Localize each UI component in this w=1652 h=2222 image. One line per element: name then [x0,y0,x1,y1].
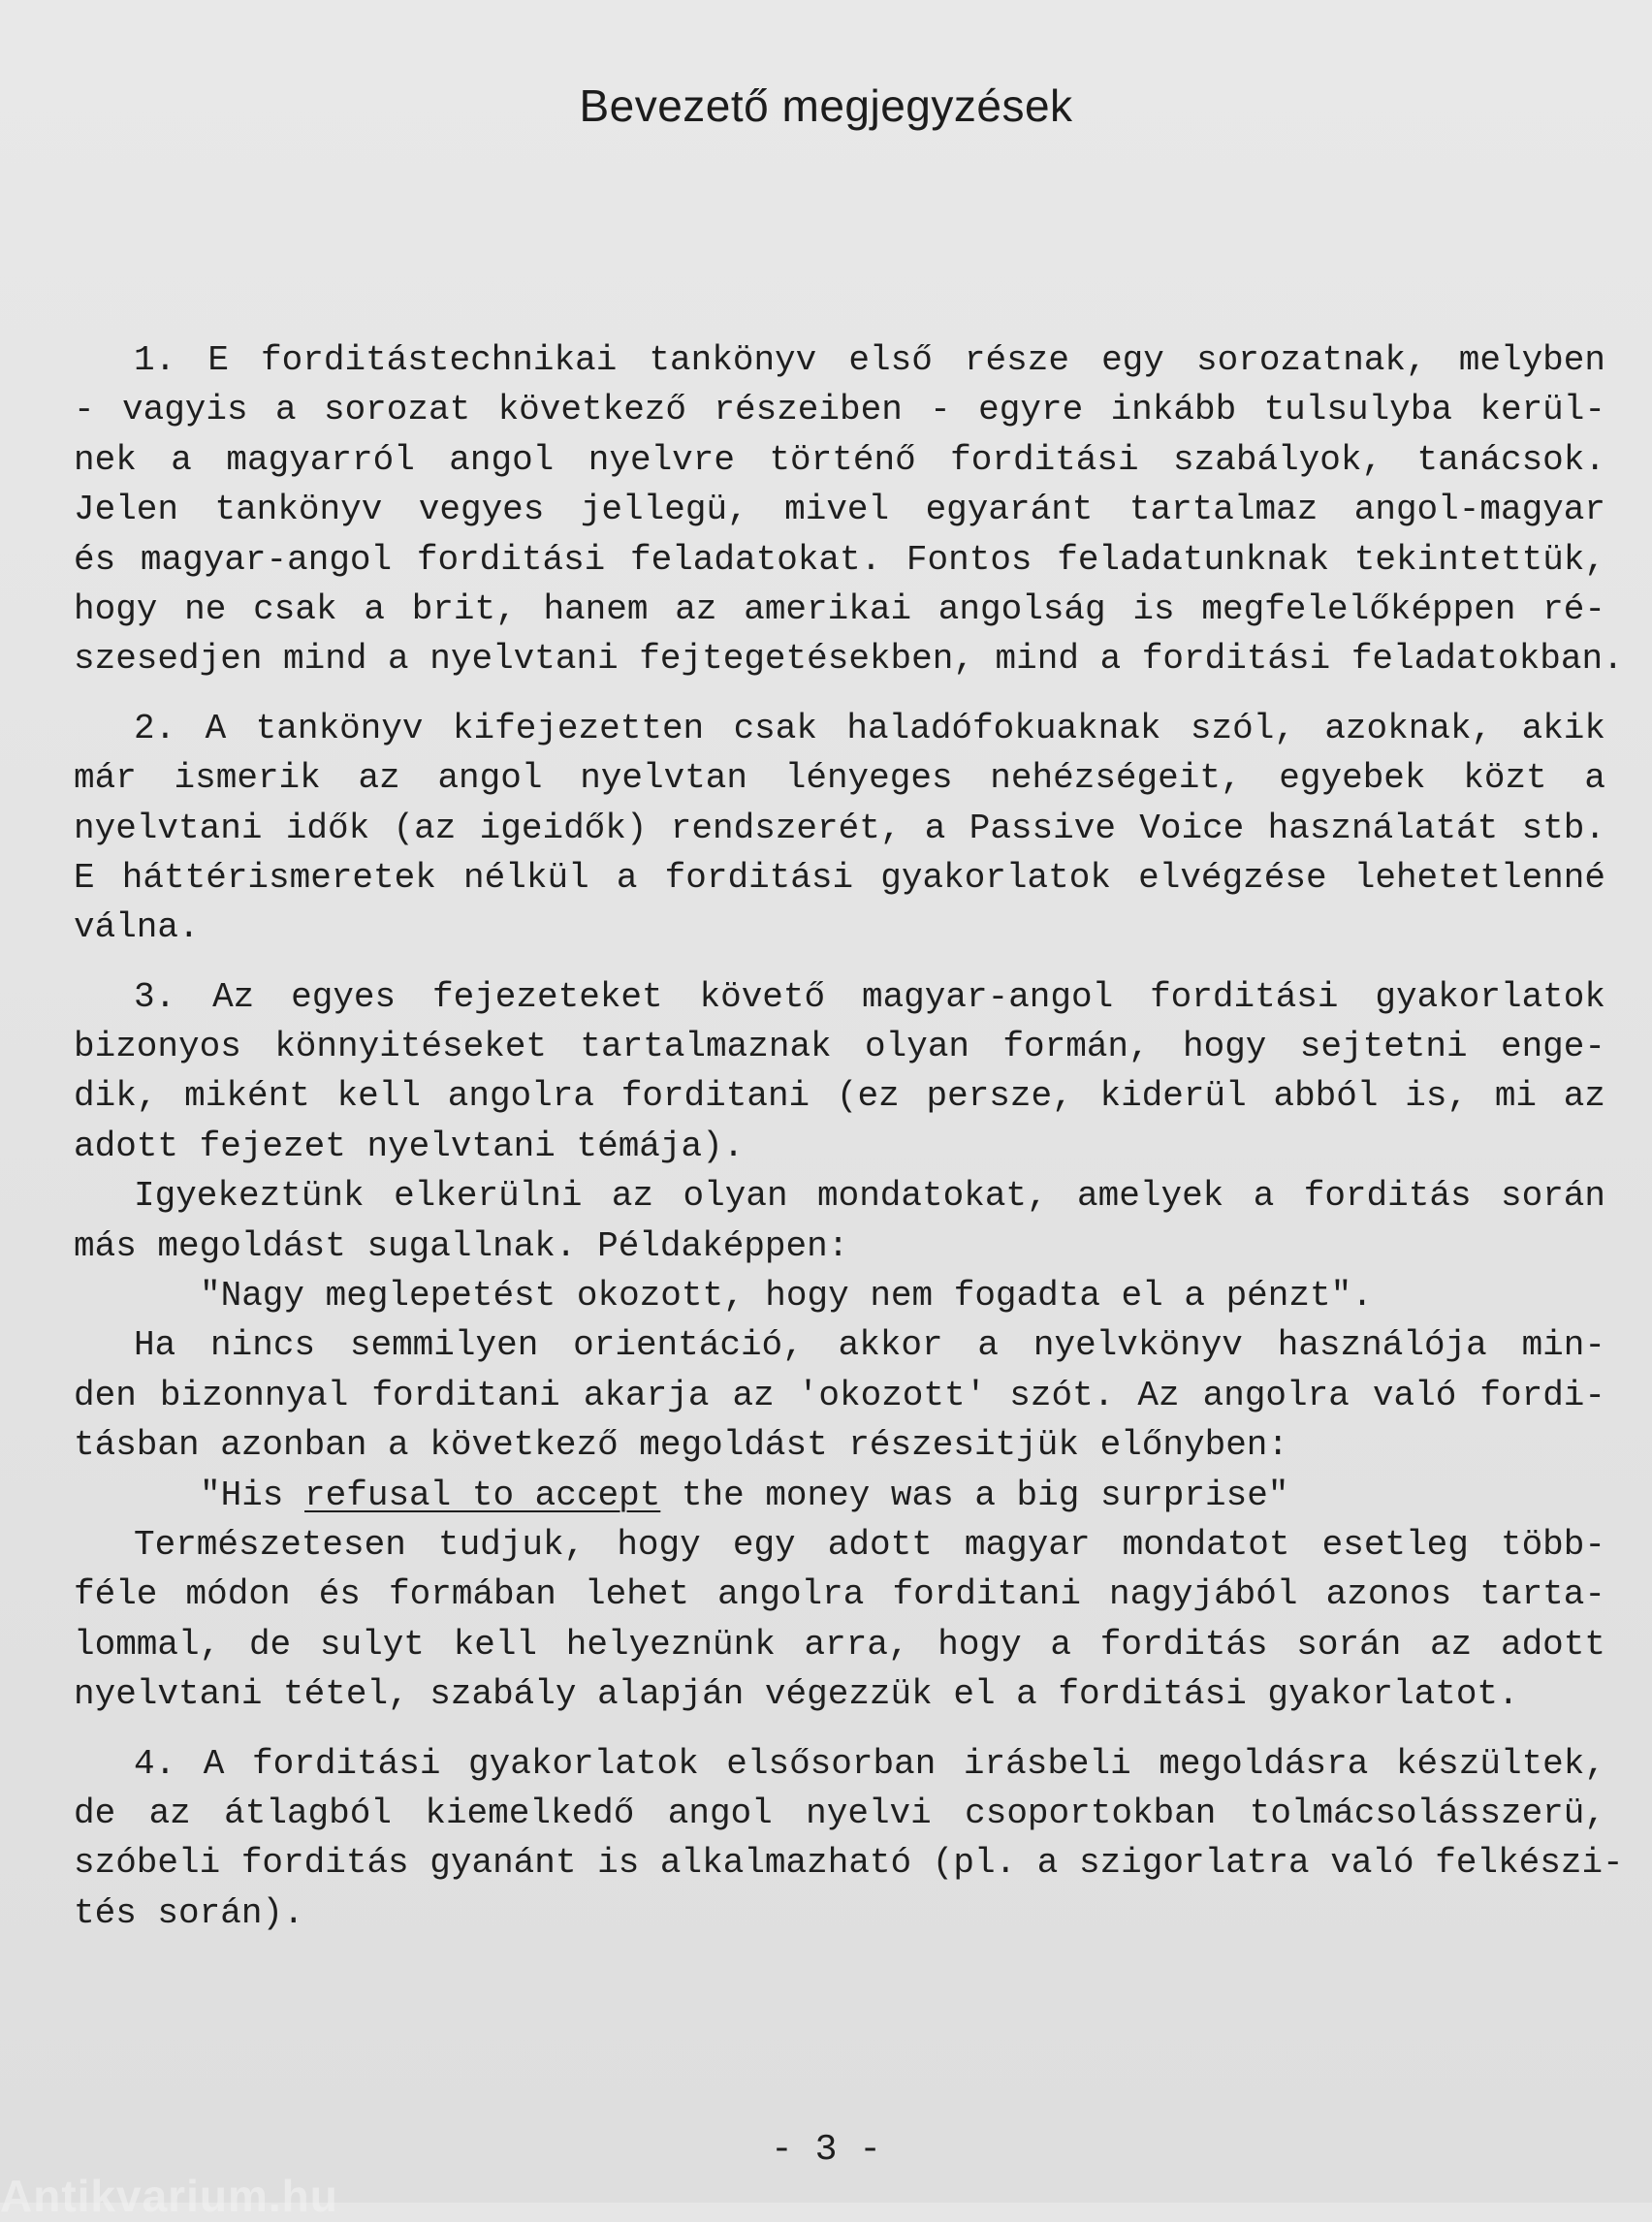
text-line: Igyekeztünk elkerülni az olyan mondatokat, amelyek a forditás során [134,1176,1605,1217]
text-line: hogy ne csak a brit, hanem az amerikai angolság is megfelelőképpen ré- [74,588,1605,629]
text-line: szesedjen mind a nyelvtani fejtegetésekben, mind a forditási feladatokban. [74,639,1624,680]
text-line: már ismerik az angol nyelvtan lényeges nehézségeit, egyebek közt a [74,758,1605,799]
paragraph-3 [74,972,1605,1720]
text-line: nyelvtani idők (az igeidők) rendszerét, a Passive Voice használatát stb. [74,808,1605,848]
text-line: 4. A forditási gyakorlatok elsősorban irásbeli megoldásra készültek, [134,1743,1605,1784]
text-line: tés során). [74,1892,304,1933]
text-line: 2. A tankönyv kifejezetten csak haladófokuaknak szól, azoknak, akik [134,708,1605,748]
watermark: Antikvarium.hu [0,2171,338,2221]
text-line: E háttérismeretek nélkül a forditási gyakorlatok elvégzése lehetetlenné [74,857,1605,898]
text-line: és magyar-angol forditási feladatokat. Fontos feladatunknak tekintettük, [74,539,1605,580]
text-line: bizonyos könnyitéseket tartalmaznak olyan formán, hogy sejtetni enge- [74,1027,1605,1067]
text-line: de az átlagból kiemelkedő angol nyelvi csoportokban tolmácsolásszerü, [74,1793,1605,1833]
text-line: Természetesen tudjuk, hogy egy adott magyar mondatot esetleg több- [134,1524,1605,1565]
text-line: den bizonnyal forditani akarja az 'okozott' szót. Az angolra való fordi- [74,1375,1605,1415]
text-line: tásban azonban a következő megoldást részesitjük előnyben: [74,1425,1289,1466]
example-quote-hungarian: "Nagy meglepetést okozott, hogy nem fogadta el a pénzt". [200,1276,1373,1317]
text-line: Ha nincs semmilyen orientáció, akkor a nyelvkönyv használója min- [134,1325,1605,1366]
paragraph-2 [74,704,1605,953]
text-line: más megoldást sugallnak. Példaképpen: [74,1225,849,1266]
page-title: Bevezető megjegyzések [579,80,1073,131]
text-line: lommal, de sulyt kell helyeznünk arra, hogy a forditás során az adott [74,1624,1605,1665]
underlined-phrase: refusal to accept [304,1475,661,1515]
text-line: Jelen tankönyv vegyes jellegü, mivel egyaránt tartalmaz angol-magyar [74,490,1605,530]
page-number: - 3 - [770,2129,882,2171]
paragraph-4 [74,1739,1624,1939]
example-quote-english [74,1471,1605,1520]
text-line: 1. E forditástechnikai tankönyv első része egy sorozatnak, melyben [134,340,1605,380]
quote-text: "His [200,1475,305,1515]
text-line: 3. Az egyes fejezeteket követő magyar-angol forditási gyakorlatok [134,976,1605,1017]
paragraph-1 [74,335,1624,684]
text-line: válna. [74,907,200,948]
text-line: szóbeli forditás gyanánt is alkalmazható (pl. a szigorlatra való felkészi- [74,1843,1624,1884]
text-line: adott fejezet nyelvtani témája). [74,1126,745,1166]
quote-text: the money was a big surprise" [660,1475,1289,1515]
text-line: nek a magyarról angol nyelvre történő forditási szabályok, tanácsok. [74,439,1605,480]
text-line: nyelvtani tétel, szabály alapján végezzük el a forditási gyakorlatot. [74,1674,1519,1715]
text-line: dik, miként kell angolra forditani (ez persze, kiderül abból is, mi az [74,1076,1605,1117]
text-line: féle módon és formában lehet angolra forditani nagyjából azonos tarta- [74,1574,1605,1615]
body-text [74,335,1624,1938]
text-line: - vagyis a sorozat következő részeiben - egyre inkább tulsulyba kerül- [74,390,1605,430]
